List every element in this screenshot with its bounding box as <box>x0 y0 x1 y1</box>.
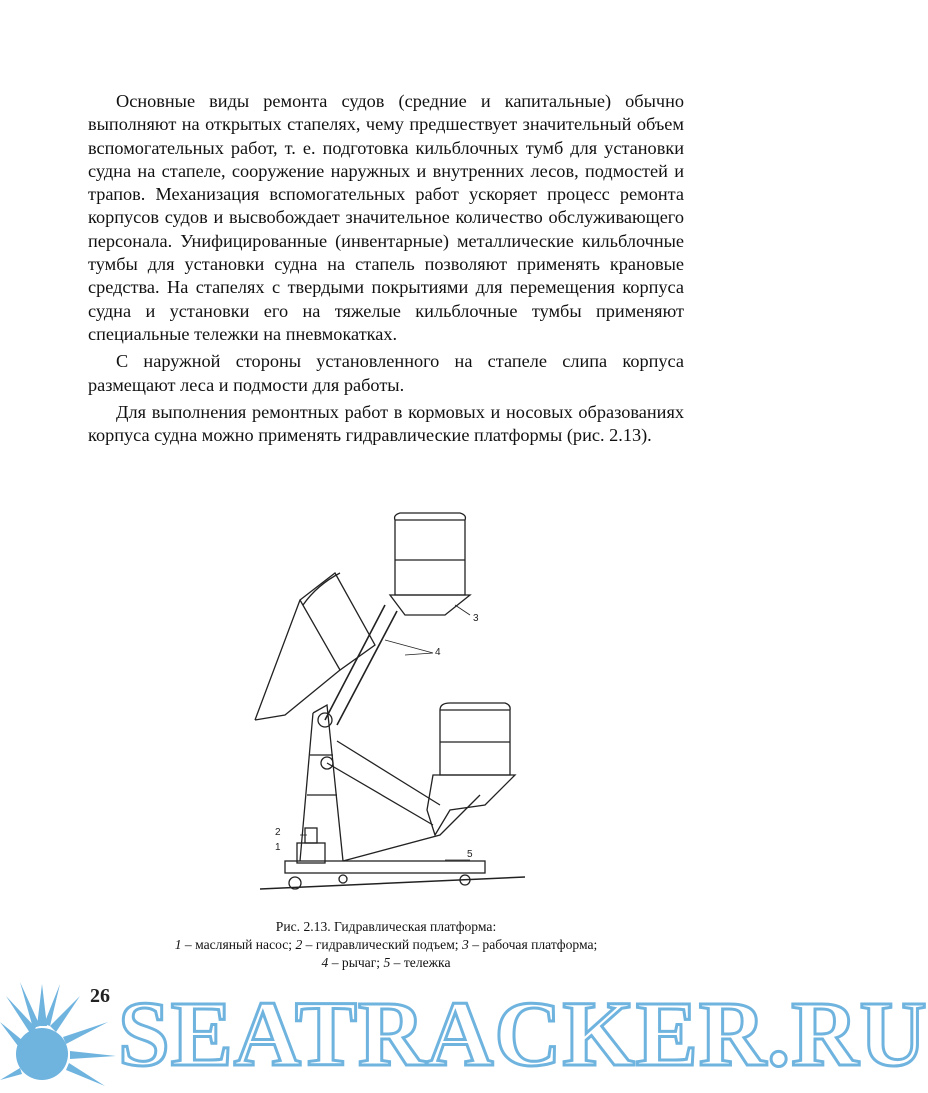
caption-num: 3 <box>462 937 469 952</box>
platform-rail <box>303 573 340 605</box>
leader-lines <box>300 605 470 860</box>
caption-line <box>88 954 684 972</box>
cart-wheel <box>339 875 347 883</box>
tower <box>300 705 343 861</box>
page-number: 26 <box>90 985 110 1007</box>
lever-arm <box>325 605 397 725</box>
caption-title: Рис. 2.13. Гидравлическая платформа: <box>275 919 497 934</box>
caption-num: 4 <box>321 955 329 970</box>
watermark-text: SEATRACKER.RU <box>118 983 928 1086</box>
hydraulic-lift <box>305 828 317 843</box>
caption-num: 1 <box>174 937 182 952</box>
label-1: 1 <box>275 842 281 853</box>
caption-text: – тележка <box>390 955 451 970</box>
label-2: 2 <box>275 827 281 838</box>
brace <box>343 795 480 861</box>
caption-num: 5 <box>383 955 391 970</box>
figure-caption <box>88 918 684 972</box>
caption-text: – рычаг; <box>328 955 384 970</box>
label-4: 4 <box>435 647 441 658</box>
tilted-platform <box>255 573 375 720</box>
caption-line <box>88 936 684 954</box>
upper-platform-base <box>390 595 470 615</box>
label-5: 5 <box>467 849 473 860</box>
caption-num: 2 <box>295 937 303 952</box>
caption-text: – гидравлический подъем; <box>302 937 462 952</box>
caption-text: – рабочая платформа; <box>468 937 598 952</box>
lower-platform <box>440 703 510 775</box>
paragraph: Основные виды ремонта судов (средние и капитальные) обычно выполняют на открытых стапелях, чему предшествует значительный объем вспомогательных работ, т. е. подготовка кильблочных тумб для установки судна на стапеле, сооружение наружных и внутренних лесов, подмостей и трапов. Механизация вспомогательных работ ускоряет процесс ремонта корпусов судов и высвобождает значительное количество обслуживающего персонала. Унифицированные (инвентарные) металлические кильблочные тумбы для установки судна на стапель позволяют применять крановые средства. На стапелях с твердыми покрытиями для перемещения корпуса судна и установки его на тяжелые кильблочные тумбы применяют специальные тележки на пневмокатках. <box>88 91 684 344</box>
body-text <box>88 90 684 451</box>
upper-platform <box>395 513 466 595</box>
hydraulic-platform-drawing <box>255 505 530 900</box>
paragraph: С наружной стороны установленного на стапеле слипа корпуса размещают леса и подмости для работы. <box>88 351 684 395</box>
paragraph: Для выполнения ремонтных работ в кормовых и носовых образованиях корпуса судна можно применять гидравлические платформы (рис. 2.13). <box>88 401 684 446</box>
caption-text: – масляный насос; <box>181 937 296 952</box>
label-3: 3 <box>473 613 479 624</box>
lever-arm <box>327 741 440 825</box>
lower-platform-base <box>427 775 515 835</box>
hydraulic-platform-figure <box>255 505 530 900</box>
